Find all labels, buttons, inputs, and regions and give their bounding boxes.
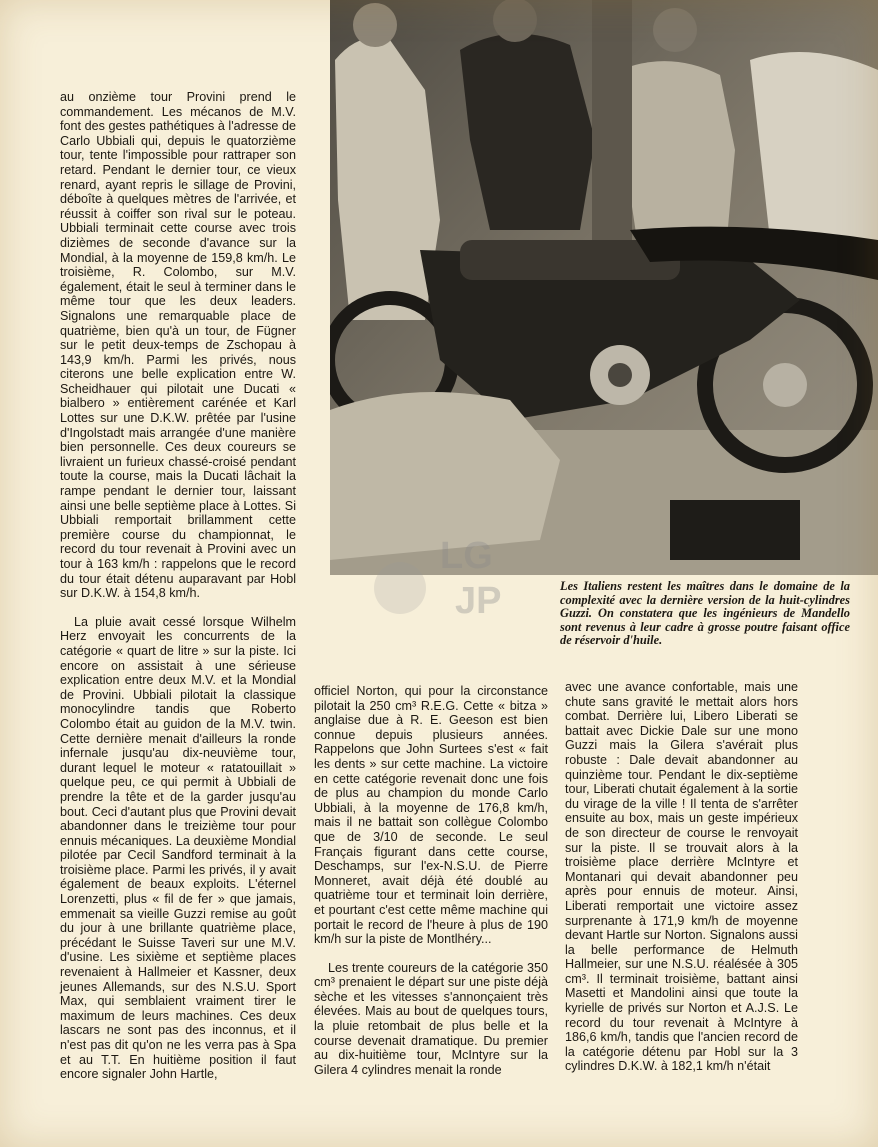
paragraph: avec une avance confortable, mais une chute sans gravité le mettait alors hors combat. Derrière lui, Libero Liberati se battait avec Dickie Dale sur une mono Guzzi mais la Gilera s'avérait plus robuste : Dale devait abandonner au quinzième tour. Pendant le dix-septième tour, Liberati chutait également à la sortie du virage de la ville ! Il tenta de s'arrêter ensuite au box, mais un geste impérieux de son directeur de course le renvoyait sur la piste. Il se trouvait alors à la troisième place derrière McIntyre et Montanari qui devait abandonner peu après pour ennuis de moteur. Ainsi, Liberati remportait une victoire assez surprenante à 171,9 km/h de moyenne devant Hartle sur Norton. Signalons aussi la belle performance de Helmuth Hallmeier, sur une N.S.U. réalésée à 305 cm³. Il terminait troisième, battant ainsi Masetti et Mandolini ainsi que toute la kyrielle de privés sur Norton et A.J.S. Le record du tour revenait à McIntyre à 186,6 km/h, tandis que l'ancien record de la catégorie détenu par Hobl sur la 3 cylindres D.K.W. à 182,1 km/h n'était bbox=[565, 680, 798, 1074]
article-column-1 bbox=[60, 90, 296, 1082]
photo-illustration bbox=[330, 0, 878, 575]
photo-caption: Les Italiens restent les maîtres dans le domaine de la complexité avec la dernière version de la huit-cylindres Guzzi. On constatera que les ingénieurs de Mandello sont revenus à leur cadre à grosse poutre faisant office de réservoir d'huile. bbox=[560, 579, 850, 648]
paragraph: La pluie avait cessé lorsque Wilhelm Herz envoyait les concurrents de la catégorie « quart de litre » sur la piste. Ici encore on assistait à une sérieuse explication entre deux M.V. et la Mondial de Provini. Ubbiali pilotait la classique monocylindre tandis que Roberto Colombo était au guidon de la M.V. twin. Cette dernière menait d'ailleurs la ronde infernale jusqu'au dix-neuvième tour, durant lequel le moteur « ratatouillait » quelque peu, ce qui permit à Ubbiali de prendre la tête et de la garder jusqu'au bout. Ceci d'autant plus que Provini devait abandonner dans le treizième tour pour ennuis mécaniques. La deuxième Mondial pilotée par Cecil Sandford terminait à la troisième place. Parmi les privés, il y avait également de beaux exploits. L'éternel Lorenzetti, plus « fil de fer » que jamais, emmenait sa vieille Guzzi remise au goût du jour à une brillante quatrième place, précédant le Suisse Taveri sur une M.V. d'usine. Les sixième et septième places revenaient à Hallmeier et Kassner, deux jeunes Allemands, sur des N.S.U. Sport Max, qui semblaient vraiment tirer le maximum de leurs machines. Ces deux lascars ne sont pas des inconnus, et il n'est pas dit qu'on ne les verra pas à Spa et au T.T. En huitième position il faut encore signaler John Hartle, bbox=[60, 614, 296, 1082]
watermark-text-bottom: JP bbox=[455, 580, 502, 622]
paragraph: au onzième tour Provini prend le commandement. Les mécanos de M.V. font des gestes pathétiques à l'adresse de Carlo Ubbiali qui, depuis le quatorzième tour, tente l'impossible pour rattraper son retard. Pendant le dernier tour, ce vieux renard, ayant repris le sillage de Provini, déboîte à quelques mètres de l'arrivée, et réussit à coiffer son rival sur le poteau. Ubbiali terminait cette course avec trois dizièmes de seconde d'avance sur la Mondial, à la moyenne de 159,8 km/h. Le troisième, R. Colombo, sur M.V. également, était le seul à terminer dans le même tour que les deux leaders. Signalons une remarquable place de quatrième, bien qu'à un tour, de Fügner sur le petit deux-temps de Zschopau à 143,9 km/h. Parmi les privés, nous citerons une belle explication entre W. Scheidhauer qui pilotait une Ducati « bialbero » entièrement carénée et Karl Lottes sur une D.K.W. prêtée par l'usine d'Ingolstadt mais arrangée d'une manière bien personnelle. Ces deux coureurs se livraient un furieux chassé-croisé pendant toute la course, mais la Ducati lâchait la rampe pendant le dernier tour, laissant ainsi une belle septième place à Lottes. Si Ubbiali remportait brillamment cette première course du championnat, le record du tour revenait à Provini avec un tour à 163 km/h : rappelons que le record du tour était détenu auparavant par Hobl sur D.K.W. à 154,8 km/h. bbox=[60, 90, 296, 601]
article-column-3 bbox=[565, 680, 798, 1074]
article-photo bbox=[330, 0, 878, 575]
paragraph: officiel Norton, qui pour la circonstance pilotait la 250 cm³ R.E.G. Cette « bitza » anglaise due à R. E. Geeson est bien connue depuis plusieurs années. Rappelons que John Surtees s'est « fait les dents » sur cette machine. La victoire en cette catégorie revenait donc une fois de plus au champion du monde Carlo Ubbiali, à la moyenne de 176,8 km/h, mais il ne battait son collègue Colombo que de 3/10 de seconde. Le seul Français figurant dans cette course, Deschamps, sur l'ex-N.S.U. de Pierre Monneret, avait déjà été doublé au quatrième tour et terminait loin derrière, et pourtant c'est cette même machine qui portait le record de l'heure à plus de 190 km/h sur la piste de Montlhéry... bbox=[314, 684, 548, 947]
article-column-2 bbox=[314, 684, 548, 1077]
watermark-text-top: LG bbox=[440, 535, 493, 577]
paragraph: Les trente coureurs de la catégorie 350 cm³ prenaient le départ sur une piste déjà sèche et les vitesses s'annonçaient très élevées. Mais au bout de quelques tours, la pluie retombait de plus belle et la course devenait dramatique. Du premier au dix-huitième tour, McIntyre sur la Gilera 4 cylindres menait la ronde bbox=[314, 960, 548, 1077]
watermark-logo bbox=[370, 528, 520, 623]
